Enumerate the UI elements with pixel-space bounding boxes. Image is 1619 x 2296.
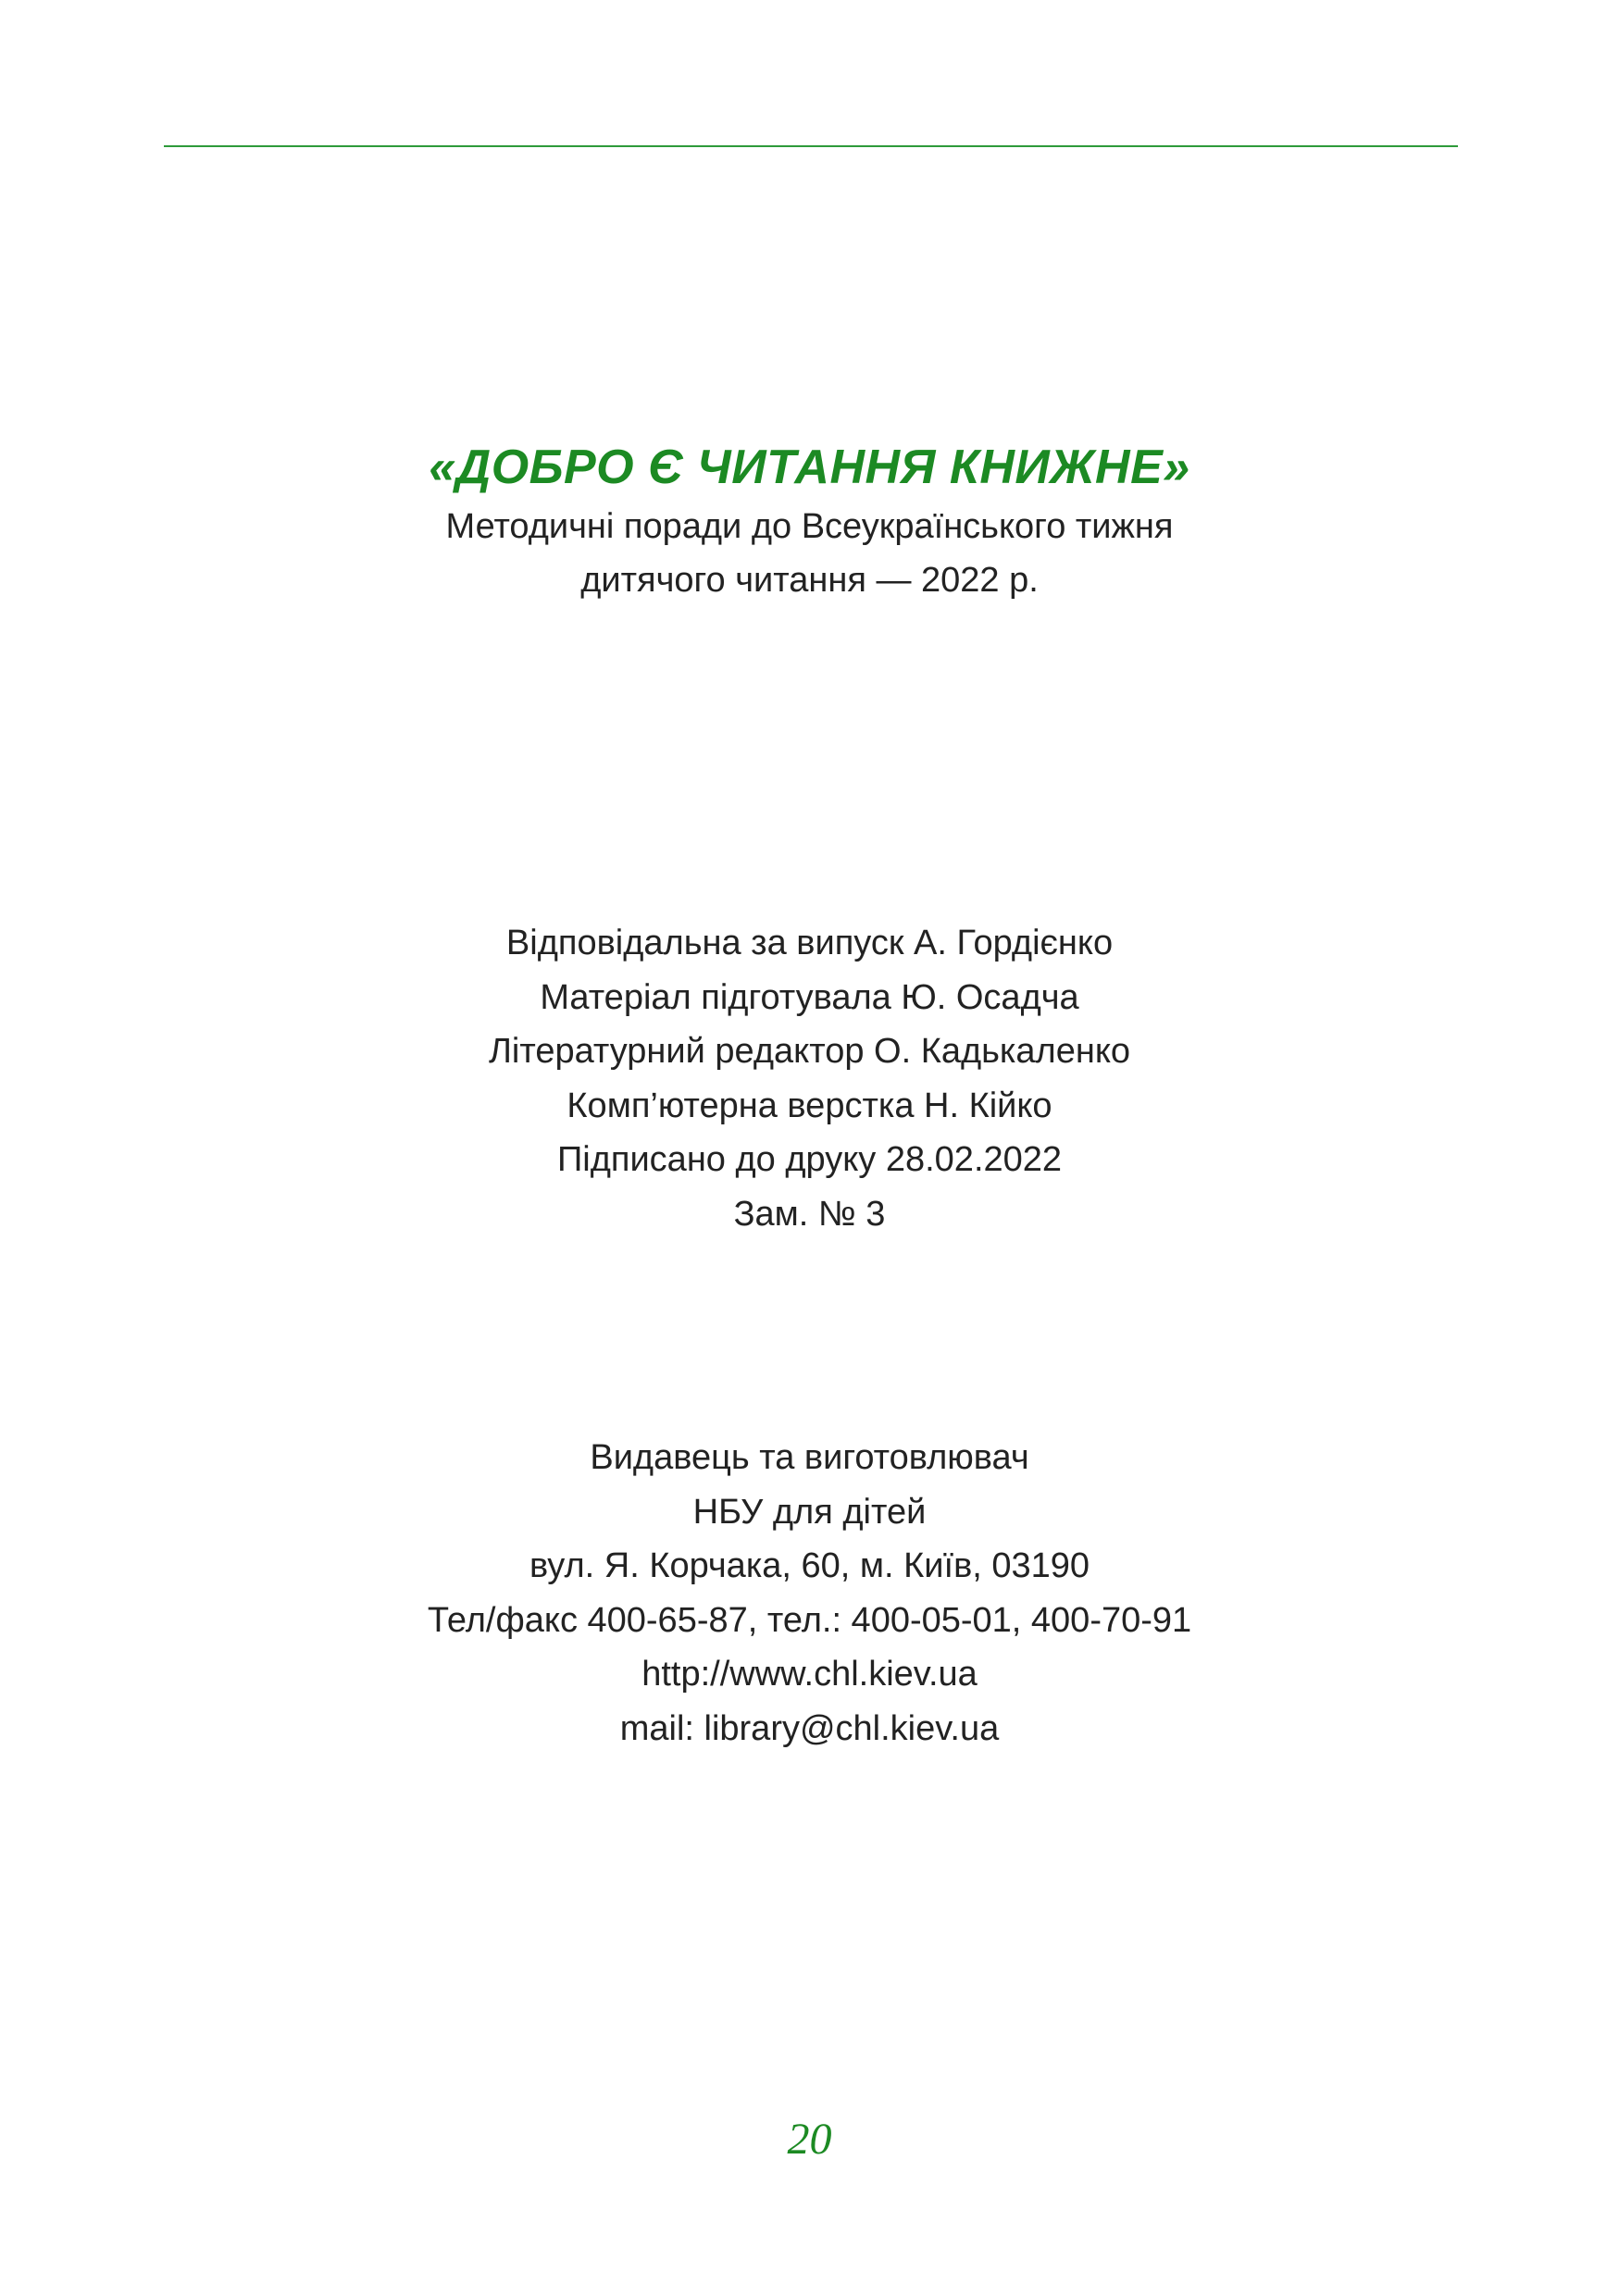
document-title: «ДОБРО Є ЧИТАННЯ КНИЖНЕ» <box>429 441 1190 494</box>
credit-literary-editor: Літературний редактор О. Кадькаленко <box>488 1032 1131 1072</box>
credit-order-number: Зам. № 3 <box>733 1194 886 1234</box>
credit-signed-to-print: Підписано до друку 28.02.2022 <box>556 1140 1063 1180</box>
subtitle-line-1: Методичні поради до Всеукраїнського тижня <box>445 507 1174 546</box>
page-number: 20 <box>787 2115 832 2164</box>
top-rule-divider <box>164 145 1458 147</box>
publisher-phones: Тел/факс 400-65-87, тел.: 400-05-01, 400-70-91 <box>427 1600 1192 1640</box>
credit-layout: Комп’ютерна верстка Н. Кійко <box>567 1086 1052 1125</box>
publisher-address: вул. Я. Корчака, 60, м. Київ, 03190 <box>529 1546 1090 1586</box>
credit-responsible: Відповідальна за випуск А. Гордієнко <box>505 924 1114 962</box>
credit-prepared-by: Матеріал підготувала Ю. Осадча <box>540 977 1079 1017</box>
publisher-name: НБУ для дітей <box>692 1492 927 1532</box>
title-block <box>0 435 1619 607</box>
credits-block <box>0 916 1619 1242</box>
publisher-email: mail: library@chl.kiev.ua <box>619 1708 1000 1748</box>
publisher-website: http://www.chl.kiev.ua <box>641 1655 978 1694</box>
subtitle-line-2: дитячого читання — 2022 р. <box>580 561 1039 600</box>
publisher-block <box>0 1431 1619 1756</box>
publisher-heading: Видавець та виготовлювач <box>590 1438 1029 1477</box>
